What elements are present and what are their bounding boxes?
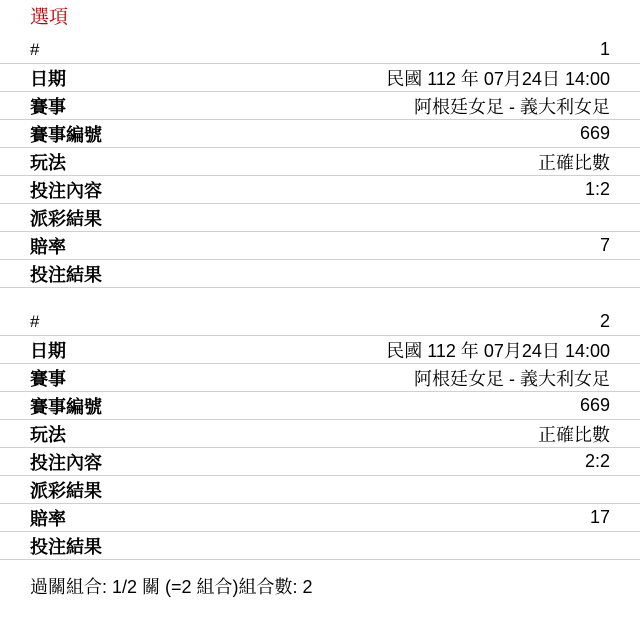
table-row <box>0 260 640 288</box>
row-label: # <box>30 39 40 59</box>
row-value: 1 <box>599 39 610 59</box>
row-label: 派彩結果 <box>30 480 102 501</box>
table-row <box>0 232 640 260</box>
block-divider-space <box>0 288 640 308</box>
table-row <box>0 532 640 560</box>
row-label: 日期 <box>30 340 66 361</box>
row-value: 1:2 <box>584 179 610 199</box>
row-label: 投注內容 <box>30 452 102 473</box>
row-value: 2:2 <box>584 451 610 471</box>
table-row <box>0 36 640 64</box>
row-label: 玩法 <box>30 152 66 173</box>
row-label: 賽事編號 <box>30 124 102 145</box>
table-row <box>0 504 640 532</box>
row-value: 民國 112 年 07月24日 14:00 <box>386 68 610 89</box>
row-label: 派彩結果 <box>30 208 102 229</box>
row-value: 7 <box>599 235 610 255</box>
row-label: 投注內容 <box>30 180 102 201</box>
combination-summary: 過關組合: 1/2 關 (=2 組合)組合數: 2 <box>30 577 313 597</box>
row-value: 阿根廷女足 - 義大利女足 <box>414 96 610 117</box>
row-label: 賽事編號 <box>30 396 102 417</box>
row-value: 正確比數 <box>538 424 610 445</box>
row-value: 669 <box>579 395 610 415</box>
row-label: 賠率 <box>30 236 66 257</box>
page-title: 選項 <box>30 7 69 28</box>
table-row <box>0 392 640 420</box>
table-row <box>0 148 640 176</box>
bet-leg-block <box>0 308 640 560</box>
row-value: 正確比數 <box>538 152 610 173</box>
row-value: 阿根廷女足 - 義大利女足 <box>414 368 610 389</box>
table-row <box>0 308 640 336</box>
row-label: 賽事 <box>30 368 66 389</box>
row-value: 民國 112 年 07月24日 14:00 <box>386 340 610 361</box>
table-row <box>0 476 640 504</box>
table-row <box>0 176 640 204</box>
row-label: 賠率 <box>30 508 66 529</box>
table-row <box>0 364 640 392</box>
row-label: # <box>30 311 40 331</box>
table-row <box>0 204 640 232</box>
bet-leg-block <box>0 36 640 288</box>
table-row <box>0 336 640 364</box>
row-label: 賽事 <box>30 96 66 117</box>
row-value: 669 <box>579 123 610 143</box>
table-row <box>0 64 640 92</box>
row-label: 投注結果 <box>30 536 102 557</box>
table-row <box>0 120 640 148</box>
table-row <box>0 420 640 448</box>
row-label: 玩法 <box>30 424 66 445</box>
row-value: 17 <box>589 507 610 527</box>
row-label: 投注結果 <box>30 264 102 285</box>
row-value: 2 <box>599 311 610 331</box>
row-label: 日期 <box>30 68 66 89</box>
table-row <box>0 448 640 476</box>
table-row <box>0 92 640 120</box>
